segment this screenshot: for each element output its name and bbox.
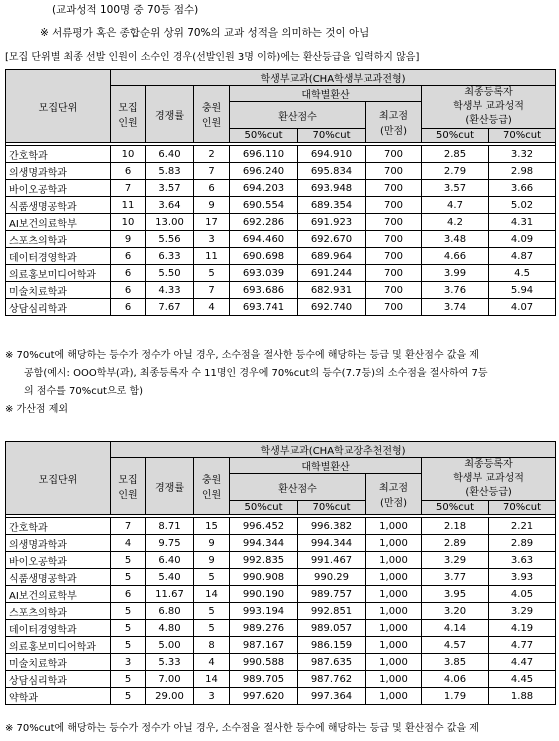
table-cell: 5.50 xyxy=(146,265,194,282)
table-cell: 4.87 xyxy=(489,248,556,265)
intro-line-3: [모집 단위별 최종 선발 인원이 소수인 경우(선발인원 3명 이하)에는 환산등급을 입력하지 않음] xyxy=(5,52,420,63)
table-cell: 5 xyxy=(111,620,146,637)
table-cell: 5 xyxy=(111,603,146,620)
table-cell: 5 xyxy=(111,688,146,705)
table-cell: 693.948 xyxy=(298,180,366,197)
th-grade-70: 70%cut xyxy=(489,129,556,143)
table-cell: 6 xyxy=(194,180,230,197)
table-cell: 2.85 xyxy=(422,146,489,163)
table-cell: 2.98 xyxy=(489,163,556,180)
table-cell: 989.276 xyxy=(230,620,298,637)
table-cell: 700 xyxy=(366,282,422,299)
table-cell: 3.66 xyxy=(489,180,556,197)
table-cell: 4.05 xyxy=(489,586,556,603)
table-cell: 4.66 xyxy=(422,248,489,265)
table-row xyxy=(6,535,556,552)
table-cell: 689.354 xyxy=(298,197,366,214)
row-unit: 의생명과학과 xyxy=(6,163,111,180)
row-unit: 바이오공학과 xyxy=(6,552,111,569)
table-cell: 4.09 xyxy=(489,231,556,248)
table-row xyxy=(6,265,556,282)
table-cell: 3 xyxy=(194,688,230,705)
table-cell: 3.29 xyxy=(422,552,489,569)
table-cell: 3.48 xyxy=(422,231,489,248)
table-cell: 994.344 xyxy=(298,535,366,552)
table-cell: 690.554 xyxy=(230,197,298,214)
table-cell: 3.57 xyxy=(422,180,489,197)
row-unit: 식품생명공학과 xyxy=(6,569,111,586)
table-cell: 4.14 xyxy=(422,620,489,637)
table-cell: 689.964 xyxy=(298,248,366,265)
table-cell: 1,000 xyxy=(366,603,422,620)
table-cell: 1,000 xyxy=(366,586,422,603)
table-row xyxy=(6,248,556,265)
th-grade-50: 50%cut xyxy=(422,501,489,515)
table-cell: 5 xyxy=(194,569,230,586)
table-cell: 3.85 xyxy=(422,654,489,671)
row-unit: 바이오공학과 xyxy=(6,180,111,197)
table-cell: 2.79 xyxy=(422,163,489,180)
row-unit: 의료홍보미디어학과 xyxy=(6,265,111,282)
table-cell: 3.76 xyxy=(422,282,489,299)
table-row xyxy=(6,231,556,248)
table-cell: 700 xyxy=(366,163,422,180)
table-cell: 1,000 xyxy=(366,518,422,535)
table-cell: 996.452 xyxy=(230,518,298,535)
note-1b: 공함(예시: OOO학부(과), 최종등록자 수 11명인 경우에 70%cut의 등수(7.7등)의 소수점을 절사하여 7등 xyxy=(24,368,488,379)
table-cell: 5.33 xyxy=(146,654,194,671)
th-score-70: 70%cut xyxy=(298,501,366,515)
table-cell: 1,000 xyxy=(366,688,422,705)
table-cell: 4.57 xyxy=(422,637,489,654)
table-cell: 5 xyxy=(194,603,230,620)
th-extra: 충원 인원 xyxy=(194,458,230,515)
row-unit: 미술치료학과 xyxy=(6,654,111,671)
row-unit: AI보건의료학부 xyxy=(6,586,111,603)
table-cell: 3 xyxy=(111,654,146,671)
table-cell: 1,000 xyxy=(366,569,422,586)
table-cell: 7 xyxy=(111,180,146,197)
table-cell: 4 xyxy=(194,299,230,316)
table-cell: 3.95 xyxy=(422,586,489,603)
table-cell: 6.80 xyxy=(146,603,194,620)
table-cell: 1,000 xyxy=(366,637,422,654)
table-cell: 5.40 xyxy=(146,569,194,586)
table-row xyxy=(6,654,556,671)
table-cell: 4.33 xyxy=(146,282,194,299)
table-row xyxy=(6,163,556,180)
table-title: 학생부교과(CHA학교장추천전형) xyxy=(111,442,556,458)
table-cell: 989.757 xyxy=(298,586,366,603)
table-cell: 9.75 xyxy=(146,535,194,552)
row-unit: 의료홍보미디어학과 xyxy=(6,637,111,654)
intro-line-2: ※ 서류평가 혹은 종합순위 상위 70%의 교과 성적을 의미하는 것이 아님 xyxy=(40,27,370,39)
table-cell: 2.89 xyxy=(489,535,556,552)
table-cell: 6.40 xyxy=(146,146,194,163)
table-cell: 11 xyxy=(194,248,230,265)
th-score-50: 50%cut xyxy=(230,501,298,515)
table-cell: 4.77 xyxy=(489,637,556,654)
table-cell: 3.20 xyxy=(422,603,489,620)
table-cell: 1,000 xyxy=(366,535,422,552)
table-cell: 6 xyxy=(111,299,146,316)
row-unit: 약학과 xyxy=(6,688,111,705)
th-unit: 모집단위 xyxy=(6,442,111,515)
table-cell: 700 xyxy=(366,214,422,231)
table-cell: 989.057 xyxy=(298,620,366,637)
table-row xyxy=(6,282,556,299)
table-cell: 3.29 xyxy=(489,603,556,620)
table-cell: 692.670 xyxy=(298,231,366,248)
table-cell: 691.244 xyxy=(298,265,366,282)
row-unit: 간호학과 xyxy=(6,518,111,535)
th-score-50: 50%cut xyxy=(230,129,298,143)
table-cell: 990.29 xyxy=(298,569,366,586)
table-cell: 3.77 xyxy=(422,569,489,586)
table-cell: 29.00 xyxy=(146,688,194,705)
table-cell: 4.06 xyxy=(422,671,489,688)
table-cell: 700 xyxy=(366,231,422,248)
table-cell: 3.64 xyxy=(146,197,194,214)
table-cell: 994.344 xyxy=(230,535,298,552)
table-row xyxy=(6,214,556,231)
th-final: 최종등록자 학생부 교과성적 (환산등급) xyxy=(422,86,556,129)
table-row xyxy=(6,552,556,569)
table-cell: 3.99 xyxy=(422,265,489,282)
table-cell: 996.382 xyxy=(298,518,366,535)
table-row xyxy=(6,671,556,688)
note-2: ※ 가산점 제외 xyxy=(5,404,69,415)
table-cell: 3.32 xyxy=(489,146,556,163)
table-cell: 17 xyxy=(194,214,230,231)
table-cell: 987.167 xyxy=(230,637,298,654)
table-cell: 3.57 xyxy=(146,180,194,197)
table-cell: 4 xyxy=(111,535,146,552)
table-cell: 1.88 xyxy=(489,688,556,705)
row-unit: 미술치료학과 xyxy=(6,282,111,299)
table-cell: 4.5 xyxy=(489,265,556,282)
table-cell: 690.698 xyxy=(230,248,298,265)
table-cell: 5.02 xyxy=(489,197,556,214)
row-unit: 의생명과학과 xyxy=(6,535,111,552)
table-cell: 3.93 xyxy=(489,569,556,586)
table-cell: 693.686 xyxy=(230,282,298,299)
row-unit: 데이터경영학과 xyxy=(6,248,111,265)
table-cell: 691.923 xyxy=(298,214,366,231)
table-cell: 692.286 xyxy=(230,214,298,231)
table-cell: 1,000 xyxy=(366,671,422,688)
th-competition: 경쟁률 xyxy=(146,458,194,515)
table-cell: 9 xyxy=(111,231,146,248)
table-cha-gyogwa xyxy=(5,69,556,316)
table-cell: 14 xyxy=(194,671,230,688)
table-cell: 1.79 xyxy=(422,688,489,705)
table-cell: 7 xyxy=(194,282,230,299)
table-cell: 6 xyxy=(111,586,146,603)
th-score: 환산점수 xyxy=(230,474,366,501)
table-cell: 6 xyxy=(111,282,146,299)
table-row xyxy=(6,603,556,620)
th-max: 최고점 (만점) xyxy=(366,474,422,515)
table-cell: 11 xyxy=(111,197,146,214)
table-row xyxy=(6,197,556,214)
table-cell: 4.47 xyxy=(489,654,556,671)
table-cell: 5 xyxy=(111,671,146,688)
note-1a: ※ 70%cut에 해당하는 등수가 정수가 아닐 경우, 소수점을 절사한 등수에 해당하는 등급 및 환산점수 값을 제 xyxy=(5,350,479,361)
table-cell: 992.851 xyxy=(298,603,366,620)
table-cell: 7 xyxy=(194,163,230,180)
row-unit: 상담심리학과 xyxy=(6,299,111,316)
table-cell: 13.00 xyxy=(146,214,194,231)
table-cell: 997.620 xyxy=(230,688,298,705)
table-cell: 15 xyxy=(194,518,230,535)
th-final: 최종등록자 학생부 교과성적 (환산등급) xyxy=(422,458,556,501)
note-3a: ※ 70%cut에 해당하는 등수가 정수가 아닐 경우, 소수점을 절사한 등수에 해당하는 등급 및 환산점수 값을 제 xyxy=(5,723,479,734)
table-cell: 5.56 xyxy=(146,231,194,248)
table-cell: 9 xyxy=(194,197,230,214)
th-extra: 충원 인원 xyxy=(194,86,230,143)
table-cell: 696.240 xyxy=(230,163,298,180)
table-cell: 693.741 xyxy=(230,299,298,316)
table-cell: 7.00 xyxy=(146,671,194,688)
table-cell: 5 xyxy=(111,552,146,569)
table-cell: 695.834 xyxy=(298,163,366,180)
row-unit: AI보건의료학부 xyxy=(6,214,111,231)
table-cell: 9 xyxy=(194,535,230,552)
table-cell: 3 xyxy=(194,231,230,248)
intro-line-1: (교과성적 100명 중 70등 점수) xyxy=(52,4,199,16)
table-cell: 5.00 xyxy=(146,637,194,654)
table-cell: 692.740 xyxy=(298,299,366,316)
table-cell: 700 xyxy=(366,248,422,265)
table-cell: 4.45 xyxy=(489,671,556,688)
table-cell: 9 xyxy=(194,552,230,569)
table-cell: 3.63 xyxy=(489,552,556,569)
table-cell: 7.67 xyxy=(146,299,194,316)
table-cell: 4 xyxy=(194,654,230,671)
th-max: 최고점 (만점) xyxy=(366,102,422,143)
table-row xyxy=(6,569,556,586)
table-cell: 11.67 xyxy=(146,586,194,603)
table-row xyxy=(6,299,556,316)
table-cell: 1,000 xyxy=(366,552,422,569)
table-row xyxy=(6,637,556,654)
table-cell: 14 xyxy=(194,586,230,603)
table-cell: 5 xyxy=(111,569,146,586)
table-cell: 5 xyxy=(111,637,146,654)
row-unit: 간호학과 xyxy=(6,146,111,163)
table-row xyxy=(6,586,556,603)
table-cell: 990.588 xyxy=(230,654,298,671)
row-unit: 데이터경영학과 xyxy=(6,620,111,637)
table-row xyxy=(6,688,556,705)
table-cell: 7 xyxy=(111,518,146,535)
table-cell: 6 xyxy=(111,163,146,180)
table-cell: 2.21 xyxy=(489,518,556,535)
table-cell: 700 xyxy=(366,265,422,282)
table-cell: 5.94 xyxy=(489,282,556,299)
table-cell: 987.635 xyxy=(298,654,366,671)
table-cell: 693.039 xyxy=(230,265,298,282)
table-row xyxy=(6,180,556,197)
row-unit: 식품생명공학과 xyxy=(6,197,111,214)
table-cell: 990.190 xyxy=(230,586,298,603)
table-cell: 1,000 xyxy=(366,620,422,637)
table-cell: 4.31 xyxy=(489,214,556,231)
table-cell: 989.705 xyxy=(230,671,298,688)
table-cell: 993.194 xyxy=(230,603,298,620)
th-univ: 대학별환산 xyxy=(230,458,422,474)
table-cell: 696.110 xyxy=(230,146,298,163)
table-cell: 2.18 xyxy=(422,518,489,535)
row-unit: 스포츠의학과 xyxy=(6,231,111,248)
table-cell: 10 xyxy=(111,146,146,163)
th-quota: 모집 인원 xyxy=(111,86,146,143)
table-cell: 8.71 xyxy=(146,518,194,535)
table-cell: 4.19 xyxy=(489,620,556,637)
table-cha-principal xyxy=(5,441,556,705)
table-cell: 3.74 xyxy=(422,299,489,316)
th-score-70: 70%cut xyxy=(298,129,366,143)
table-cell: 5.83 xyxy=(146,163,194,180)
table-cell: 700 xyxy=(366,146,422,163)
table-cell: 997.364 xyxy=(298,688,366,705)
th-competition: 경쟁률 xyxy=(146,86,194,143)
note-1c: 의 점수를 70%cut으로 함) xyxy=(24,386,144,397)
table-cell: 4.7 xyxy=(422,197,489,214)
table-cell: 10 xyxy=(111,214,146,231)
th-score: 환산점수 xyxy=(230,102,366,129)
table-cell: 990.908 xyxy=(230,569,298,586)
table-cell: 6 xyxy=(111,265,146,282)
th-quota: 모집 인원 xyxy=(111,458,146,515)
table-cell: 5 xyxy=(194,265,230,282)
th-univ: 대학별환산 xyxy=(230,86,422,102)
table-cell: 5 xyxy=(194,620,230,637)
table-cell: 694.910 xyxy=(298,146,366,163)
table-title: 학생부교과(CHA학생부교과전형) xyxy=(111,70,556,86)
row-unit: 스포츠의학과 xyxy=(6,603,111,620)
table-cell: 991.467 xyxy=(298,552,366,569)
table-cell: 694.460 xyxy=(230,231,298,248)
th-unit: 모집단위 xyxy=(6,70,111,143)
table-cell: 700 xyxy=(366,299,422,316)
table-cell: 6.33 xyxy=(146,248,194,265)
table-cell: 694.203 xyxy=(230,180,298,197)
table-cell: 2 xyxy=(194,146,230,163)
table-cell: 2.89 xyxy=(422,535,489,552)
table-cell: 700 xyxy=(366,197,422,214)
th-grade-50: 50%cut xyxy=(422,129,489,143)
table-row xyxy=(6,620,556,637)
th-grade-70: 70%cut xyxy=(489,501,556,515)
table-row xyxy=(6,146,556,163)
table-cell: 987.762 xyxy=(298,671,366,688)
table-cell: 6 xyxy=(111,248,146,265)
table-cell: 8 xyxy=(194,637,230,654)
table-cell: 1,000 xyxy=(366,654,422,671)
table-cell: 6.40 xyxy=(146,552,194,569)
table-cell: 4.2 xyxy=(422,214,489,231)
table-cell: 4.07 xyxy=(489,299,556,316)
row-unit: 상담심리학과 xyxy=(6,671,111,688)
table-row xyxy=(6,518,556,535)
table-cell: 4.80 xyxy=(146,620,194,637)
table-cell: 986.159 xyxy=(298,637,366,654)
table-cell: 992.835 xyxy=(230,552,298,569)
table-cell: 700 xyxy=(366,180,422,197)
table-cell: 682.931 xyxy=(298,282,366,299)
